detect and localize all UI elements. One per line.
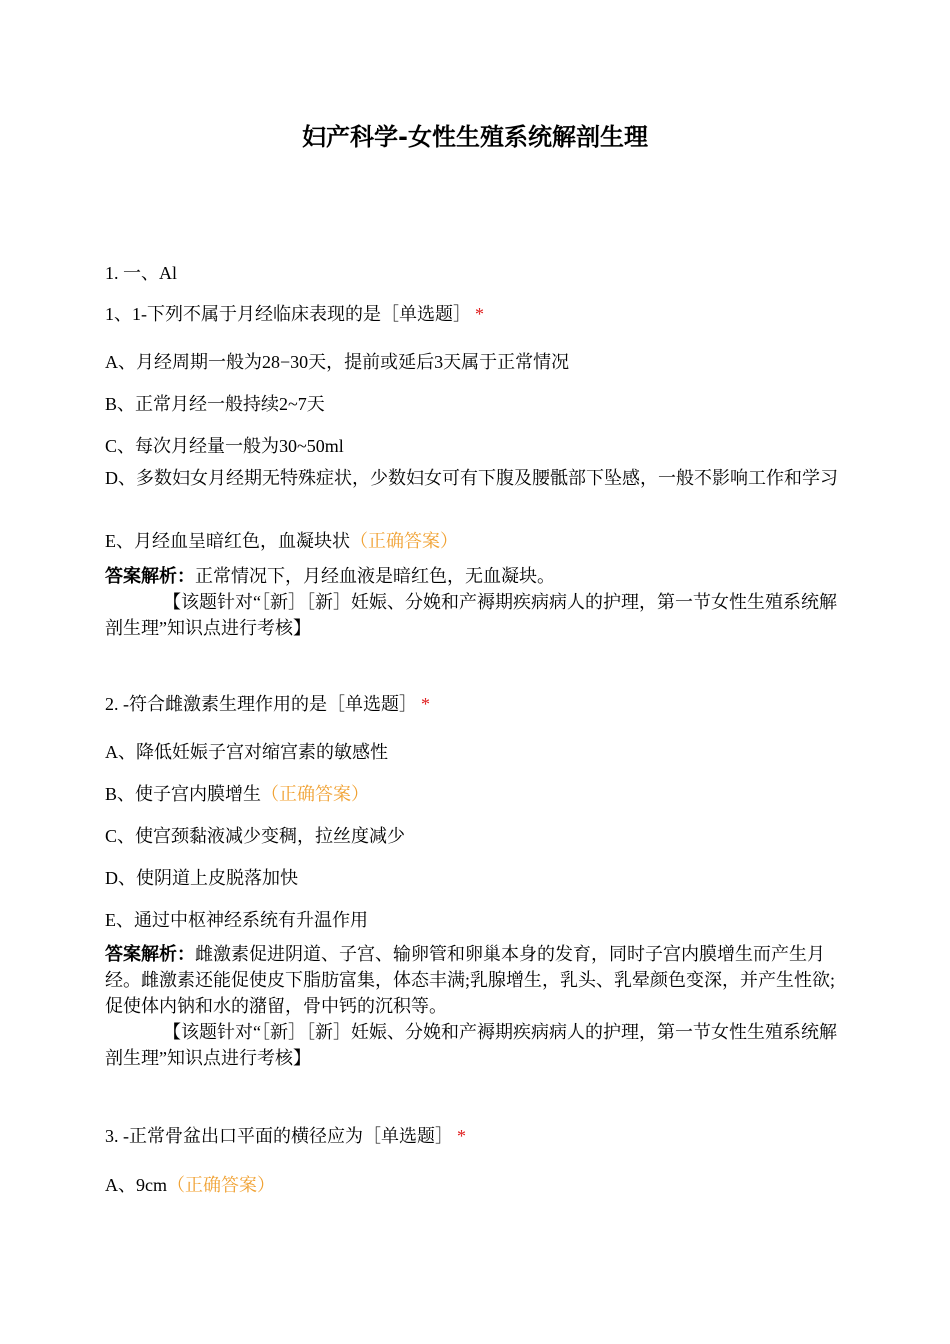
question-2-option-a: A、降低妊娠子宫对缩宫素的敏感性 <box>105 742 388 762</box>
correct-answer-tag: （正确答案） <box>350 531 458 551</box>
analysis-label: 答案解析： <box>105 944 195 964</box>
required-star: * <box>421 694 430 714</box>
option-text: B、使子宫内膜增生 <box>105 784 262 804</box>
question-1-stem <box>105 300 845 326</box>
question-1-option-c: C、每次月经量一般为30~50ml <box>105 436 344 456</box>
question-2-analysis <box>105 941 845 1071</box>
option-text: E、月经血呈暗红色，血凝块状 <box>105 531 350 551</box>
correct-answer-tag: （正确答案） <box>261 784 370 804</box>
question-1-option-a: A、月经周期一般为28−30天，提前或延后3天属于正常情况 <box>105 352 570 372</box>
question-1-analysis <box>105 563 845 641</box>
document-title: 妇产科学-女性生殖系统解剖生理 <box>302 123 648 151</box>
knowledge-note: 【该题针对“［新］［新］妊娠、分娩和产褥期疾病病人的护理，第一节女性生殖系统解剖生理”知识点进行考核】 <box>105 1022 837 1068</box>
question-3-option-a <box>105 1171 845 1197</box>
question-1-option-d: D、多数妇女月经期无特殊症状，少数妇女可有下腹及腰骶部下坠感，一般不影响工作和学习 <box>105 468 838 488</box>
question-2-option-d: D、使阴道上皮脱落加快 <box>105 868 298 888</box>
required-star: * <box>475 304 484 324</box>
question-1-option-b: B、正常月经一般持续2~7天 <box>105 394 325 414</box>
knowledge-note: 【该题针对“［新］［新］妊娠、分娩和产褥期疾病病人的护理，第一节女性生殖系统解剖生理”知识点进行考核】 <box>105 592 837 638</box>
option-text: A、9cm <box>105 1175 167 1195</box>
question-2-option-e: E、通过中枢神经系统有升温作用 <box>105 910 368 930</box>
analysis-text: 正常情况下，月经血液是暗红色，无血凝块。 <box>195 566 555 586</box>
question-stem-text: 2. -符合雌激素生理作用的是［单选题］ <box>105 694 417 714</box>
question-2-option-c: C、使宫颈黏液减少变稠，拉丝度减少 <box>105 826 406 846</box>
section-heading: 1. 一、Al <box>105 263 177 283</box>
analysis-label: 答案解析： <box>105 566 195 586</box>
question-1-option-e <box>105 527 845 553</box>
question-3-stem <box>105 1122 845 1148</box>
question-stem-text: 3. -正常骨盆出口平面的横径应为［单选题］ <box>105 1126 453 1146</box>
question-stem-text: 1、1-下列不属于月经临床表现的是［单选题］ <box>105 304 471 324</box>
question-2-stem <box>105 690 845 716</box>
analysis-text: 雌激素促进阴道、子宫、输卵管和卵巢本身的发育，同时子宫内膜增生而产生月经。雌激素还能促使皮下脂肪富集，体态丰满;乳腺增生，乳头、乳晕颜色变深，并产生性欲;促使体内钠和水的潴留，骨中钙的沉积等。 <box>105 944 835 1016</box>
question-2-option-b <box>105 780 845 806</box>
correct-answer-tag: （正确答案） <box>167 1175 275 1195</box>
required-star: * <box>457 1126 466 1146</box>
